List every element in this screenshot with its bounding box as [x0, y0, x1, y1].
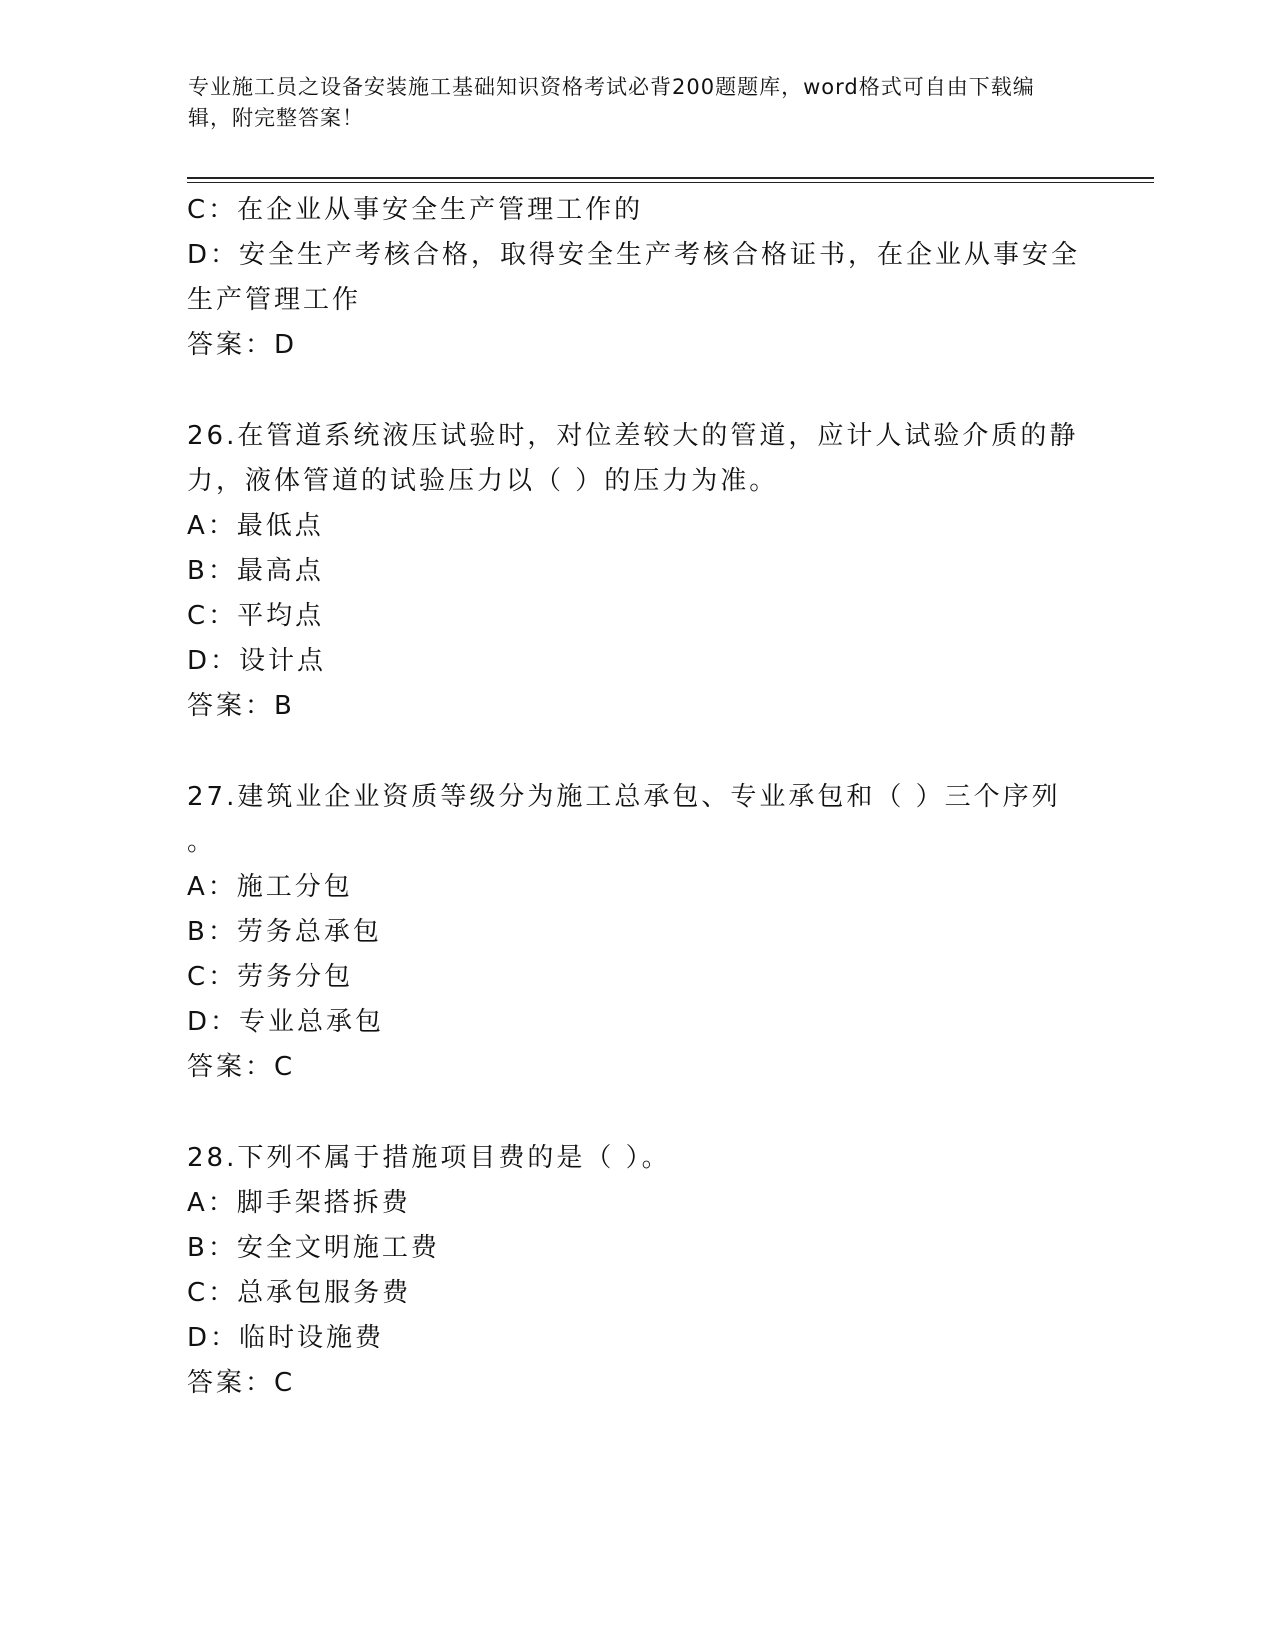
option-d: D：专业总承包 — [187, 1007, 385, 1037]
document-header — [188, 72, 1078, 134]
header-divider — [187, 177, 1154, 183]
question-stem: 27.建筑业企业资质等级分为施工总承包、专业承包和（ ）三个序列 — [187, 782, 1061, 812]
answer: 答案：C — [187, 1052, 296, 1082]
option-d: D：安全生产考核合格，取得安全生产考核合格证书，在企业从事安全生产管理工作 — [187, 240, 1081, 315]
option-c: C：在企业从事安全生产管理工作的 — [187, 195, 644, 225]
option-b: B：最高点 — [187, 556, 324, 586]
spacer — [187, 1090, 1087, 1136]
question-stem: 28.下列不属于措施项目费的是（ ）。 — [187, 1143, 671, 1173]
answer: 答案：C — [187, 1368, 296, 1398]
question-stem-continuation: 。 — [187, 827, 217, 857]
question-27 — [187, 775, 1087, 1090]
option-c: C：劳务分包 — [187, 962, 354, 992]
question-stem: 26.在管道系统液压试验时，对位差较大的管道，应计人试验介质的静力，液体管道的试验压力以（ ）的压力为准。 — [187, 421, 1079, 496]
option-a: A：脚手架搭拆费 — [187, 1188, 411, 1218]
spacer — [187, 729, 1087, 775]
answer: 答案：B — [187, 691, 295, 721]
spacer — [187, 368, 1087, 414]
document-title: 专业施工员之设备安装施工基础知识资格考试必背200题题库，word格式可自由下载编辑，附完整答案！ — [188, 75, 1035, 130]
question-28 — [187, 1136, 1087, 1406]
option-c: C：总承包服务费 — [187, 1278, 412, 1308]
option-c: C：平均点 — [187, 601, 325, 631]
question-26 — [187, 414, 1087, 729]
option-b: B：安全文明施工费 — [187, 1233, 440, 1263]
option-a: A：施工分包 — [187, 872, 353, 902]
option-d: D：设计点 — [187, 646, 327, 676]
question-list — [187, 188, 1087, 1406]
option-d: D：临时设施费 — [187, 1323, 385, 1353]
option-b: B：劳务总承包 — [187, 917, 382, 947]
option-a: A：最低点 — [187, 511, 324, 541]
question-fragment — [187, 188, 1087, 368]
answer: 答案：D — [187, 330, 298, 360]
